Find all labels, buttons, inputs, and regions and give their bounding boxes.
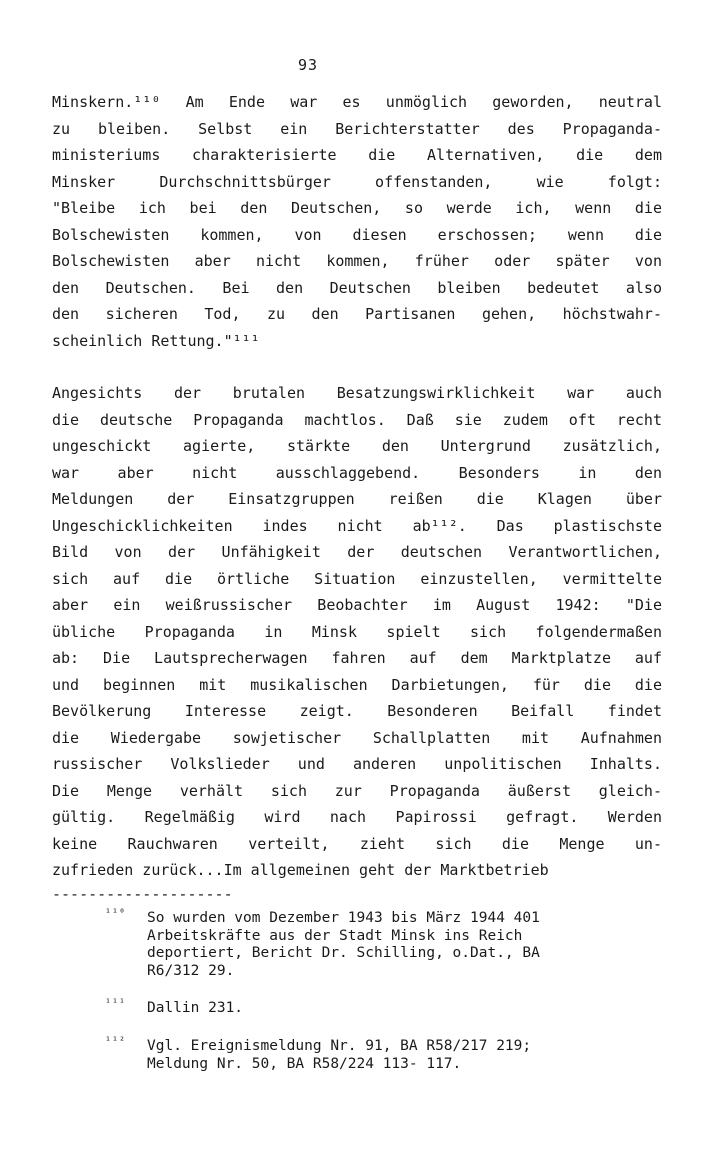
text-line: Minskern.¹¹⁰ Am Ende war es unmöglich geworden, neutral [52,93,662,111]
page-number: 93 [297,56,319,74]
text-line: Meldungen der Einsatzgruppen reißen die Klagen über [52,490,662,508]
text-line: übliche Propaganda in Minsk spielt sich folgendermaßen [52,622,662,641]
paragraph-1 [52,89,662,354]
footnote-mark: ¹¹¹ [105,998,127,1009]
text-line: die deutsche Propaganda machtlos. Daß sie zudem oft recht [52,410,662,429]
text-line: Bevölkerung Interesse zeigt. Besonderen Beifall findet [52,702,662,720]
footnote-separator: -------------------- [52,884,233,903]
footnote-112 [105,1038,660,1073]
text-line: russischer Volkslieder und anderen unpolitischen Inhalts. [52,755,662,773]
footnote-mark: ¹¹⁰ [105,908,127,919]
main-text [52,89,662,904]
text-line: und beginnen mit musikalischen Darbietungen, für die die [52,675,662,694]
text-line: Bolschewisten kommen, von diesen erschossen; wenn die [52,225,662,244]
footnote-111 [105,1000,660,1018]
footnote-text: So wurden vom Dezember 1943 bis März 1944 401 Arbeitskräfte aus der Stadt Minsk ins Reich deportiert, Bericht Dr. Schilling, o.Dat., BA R6/312 29. [147,910,540,979]
text-line: zu bleiben. Selbst ein Berichterstatter des Propaganda- [52,119,662,138]
paragraph-gap [52,354,662,380]
text-line: Die Menge verhält sich zur Propaganda äußerst gleich- [52,781,662,800]
text-line: sich auf die örtliche Situation einzustellen, vermittelte [52,569,662,588]
text-line: den sicheren Tod, zu den Partisanen gehen, höchstwahr- [52,305,662,323]
footnote-text: Dallin 231. [147,1000,244,1016]
text-line: aber ein weißrussischer Beobachter im August 1942: "Die [52,596,662,614]
text-line: den Deutschen. Bei den Deutschen bleiben bedeutet also [52,278,662,297]
paragraph-2 [52,380,662,884]
text-line: ministeriums charakterisierte die Alternativen, die dem [52,146,662,164]
text-line: zufrieden zurück...Im allgemeinen geht der Marktbetrieb [52,861,549,879]
footnote-text: Vgl. Ereignismeldung Nr. 91, BA R58/217 219; Meldung Nr. 50, BA R58/224 113- 117. [147,1038,532,1072]
text-line: Ungeschicklichkeiten indes nicht ab¹¹². Das plastischste [52,516,662,535]
text-line: war aber nicht ausschlaggebend. Besonders in den [52,463,662,482]
text-line: die Wiedergabe sowjetischer Schallplatten mit Aufnahmen [52,728,662,747]
text-line: Minsker Durchschnittsbürger offenstanden, wie folgt: [52,172,662,191]
footnote-110 [105,910,660,980]
text-line: "Bleibe ich bei den Deutschen, so werde ich, wenn die [52,199,662,217]
text-line: Bild von der Unfähigkeit der deutschen Verantwortlichen, [52,543,662,561]
text-line: ungeschickt agierte, stärkte den Untergrund zusätzlich, [52,437,662,455]
text-line: gültig. Regelmäßig wird nach Papirossi gefragt. Werden [52,808,662,826]
text-line: Angesichts der brutalen Besatzungswirklichkeit war auch [52,384,662,402]
text-line: Bolschewisten aber nicht kommen, früher oder später von [52,252,662,270]
text-line: ab: Die Lautsprecherwagen fahren auf dem Marktplatze auf [52,649,662,667]
text-line: scheinlich Rettung."¹¹¹ [52,331,260,350]
footnote-mark: ¹¹² [105,1036,127,1047]
text-line: keine Rauchwaren verteilt, zieht sich die Menge un- [52,834,662,853]
